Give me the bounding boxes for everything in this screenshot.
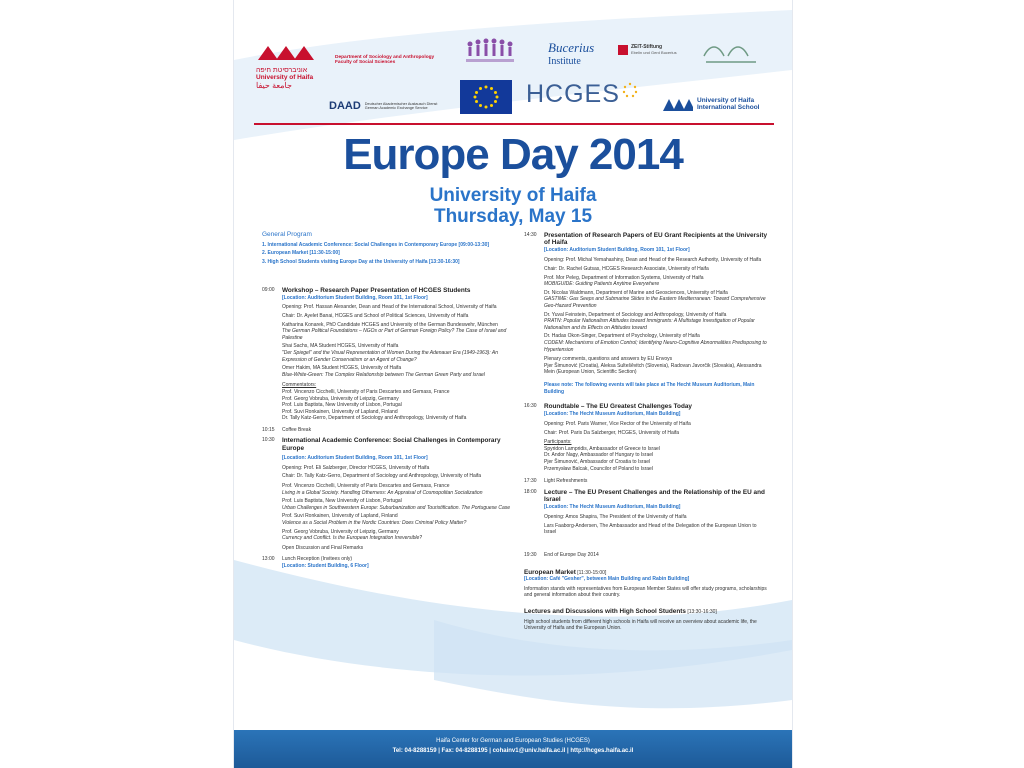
left-program-column <box>262 232 517 570</box>
international-school-logo <box>662 96 782 112</box>
sponsor-logos <box>234 0 792 125</box>
session-location: [Location: Student Building, 6 Floor] <box>282 563 369 569</box>
session-location: [Location: Auditorium Student Building, Room 101, 1st Floor] <box>282 455 428 462</box>
market-title: European Market <box>524 568 576 576</box>
session-title: Lunch Reception (Invitees only) <box>282 556 353 563</box>
bucerius-name: Bucerius <box>548 40 595 55</box>
session-time: 13:00 <box>262 556 275 563</box>
discussion-line: Open Discussion and Final Remarks <box>282 544 364 551</box>
university-of-haifa-logo <box>256 42 326 90</box>
haifa-arabic-name: جامعة حيفا <box>256 81 292 90</box>
venue-subtitle: University of Haifa <box>429 185 597 206</box>
paper-title: CODEM: Mechanisms of Emotion Control; Identifying Neuro-Cognitive Abnormalities Predisposing to Hypertension <box>544 339 767 353</box>
speaker-line: Opening: Prof. Eli Salzberger, Director HCGES, University of Haifa <box>282 464 430 471</box>
session-time: 09:00 <box>262 287 275 294</box>
session-location: [Location: The Hecht Museum Auditorium, Main Building] <box>544 410 681 417</box>
market-description: Information stands with representatives from European Member States will offer study programs, scholarships and general information about their country. <box>524 585 767 599</box>
zeit-mark-icon <box>618 45 628 55</box>
haifa-english-name: University of Haifa <box>256 74 314 81</box>
general-program-item: 1. International Academic Conference: Social Challenges in Contemporary Europe [09:00-13:30] <box>262 241 490 248</box>
lectures-time: [13:30-16:30] <box>687 609 717 615</box>
daad-name: DAAD <box>329 100 361 112</box>
speaker-line: Dr. Yuval Feinstein, Department of Sociology and Anthropology, University of Haifa <box>544 311 727 318</box>
speaker-line: Chair: Dr. Rachel Gutsas, HCGES Research Associate, University of Haifa <box>544 266 709 272</box>
participant-line: Pjer Šimunović, Ambassador of Croatia to Israel <box>544 459 651 466</box>
department-logo <box>335 55 455 65</box>
europe-day-poster <box>233 0 793 768</box>
calligraphy-mark-icon <box>696 36 766 72</box>
commentator-line: Prof. Vincenzo Cicchelli, University of Paris Descartes and Gemass, France <box>282 388 450 395</box>
market-time: [11:30-15:00] <box>577 569 607 576</box>
paper-title: PRATN: Popular Nationalism Attitudes toward Immigrants: A Multistage Investigation of Popular Nationalism and its Effects on Attitudes toward <box>544 318 755 331</box>
commentator-line: Prof. Suvi Ronkainen, University of Lapland, Finland <box>282 408 398 415</box>
speaker-line: Prof. Luis Baptista, New University of Lisbon, Portugal <box>282 498 402 505</box>
high-school-block <box>524 608 769 632</box>
daad-english-name: German Academic Exchange Service <box>364 106 428 110</box>
session-location: [Location: Auditorium Student Building, Room 101, 1st Floor] <box>544 246 690 253</box>
envoys-line: Pjer Šimunović (Croatia), Aleksa Sultešěvitch (Slovenia), Radovan Javorčik (Slovakia), Alessandra Mein (European Union, Scientific Section) <box>544 362 762 376</box>
participant-line: Przemysław Balcak, Councilor of Poland to Israel <box>544 465 653 472</box>
hcges-name: HCGES <box>526 80 620 108</box>
participant-line: Dr. Andor Nagy, Ambassador of Hungary to Israel <box>544 452 654 459</box>
haifa-hebrew-name: אוניברסיטת חיפה <box>256 67 308 74</box>
plenary-line: Plenary comments, questions and answers by EU Envoys <box>544 356 673 363</box>
intl-school-name: International School <box>697 104 760 111</box>
hcges-logo <box>526 80 638 114</box>
zeit-stiftung-logo <box>618 44 680 55</box>
session-title: Presentation of Research Papers of EU Grant Recipients at the University of Haifa <box>544 232 768 247</box>
speaker-line: Opening: Prof. Michal Yemahashiny, Dean and Head of the Research Authority, University of Haifa <box>544 257 762 264</box>
people-group-icon <box>462 36 522 66</box>
session-title: Workshop – Research Paper Presentation of HCGES Students <box>282 287 471 295</box>
haifa-intl-emblem-icon <box>662 96 694 112</box>
session-time: 10:15 <box>262 426 275 433</box>
speaker-line: Prof. Georg Vobruba, University of Leipzig, Germany <box>282 528 399 535</box>
paper-title: Living in a Global Society. Handling Otherness: An Appraisal of Cosmopolitan Socialization <box>282 489 483 496</box>
zeit-subname: Ebelin und Gerd Bucerius <box>631 50 677 55</box>
participants-label: Participants: <box>544 439 572 446</box>
session-lecture <box>524 489 769 536</box>
session-refreshments <box>524 478 769 485</box>
session-time: 10:30 <box>262 437 275 444</box>
speaker-line: Prof. Vincenzo Cicchelli, University of Paris Descartes and Gemass, France <box>282 483 450 490</box>
speaker-line: Chair: Dr. Ayelet Banai, HCGES and School of Political Sciences, University of Haifa <box>282 312 469 319</box>
intl-university-name: University of Haifa <box>697 97 755 104</box>
session-details <box>544 421 769 472</box>
session-details <box>544 257 769 395</box>
commentators-label: Commentators: <box>282 382 317 389</box>
session-title: International Academic Conference: Social Challenges in Contemporary Europe <box>282 437 501 452</box>
session-details <box>282 304 517 422</box>
participant-line: Spyridon Lampridis, Ambassador of Greece to Israel <box>544 445 660 452</box>
daad-full-name: Deutscher Akademischer Austausch Dienst <box>364 102 438 106</box>
paper-title: The German Political Foundations – NGOs or Part of German Foreign Policy? The Case of Israel and Palestine <box>282 328 507 341</box>
session-time: 14:30 <box>524 232 537 238</box>
bucerius-institute-logo <box>548 40 618 67</box>
session-title: Lecture – The EU Present Challenges and the Relationship of the EU and Israel <box>544 488 765 504</box>
paper-title: "Der Spiegel" and the Visual Representation of Women During the Adenauer Era (1949-1963): An Expression of Gender Conservatism or an Agent of Change? <box>282 349 498 363</box>
session-title: Coffee Break <box>282 426 312 433</box>
session-details <box>282 465 517 552</box>
paper-title: GASTIME: Gas Seeps and Submarine Slides in the Eastern Mediterranean: Toward Comprehensive Geo-Hazard Prevention <box>544 296 766 309</box>
lectures-title: Lectures and Discussions with High School Students <box>524 608 686 615</box>
speaker-line: Omer Hakim, MA Student HCGES, University of Haifa <box>282 365 402 372</box>
footer-contact-line: Tel: 04-8288159 | Fax: 04-8288195 | cohainv1@univ.haifa.ac.il | http://hcges.haifa.ac.il <box>392 748 634 754</box>
commentator-line: Dr. Tally Katz-Gerro, Department of Sociology and Anthropology, University of Haifa <box>282 415 467 422</box>
speaker-line: Dr. Nicolas Waldmann, Department of Marine and Geosciences, University of Haifa <box>544 289 728 296</box>
session-time: 19:30 <box>524 552 537 559</box>
paper-title: MOBIGUIDE: Guiding Patients Anytime Everywhere <box>544 281 660 288</box>
session-end <box>524 552 769 559</box>
date-subtitle: Thursday, May 15 <box>433 206 593 227</box>
venue-note: Please note: The following events will take place at The Hecht Museum Auditorium, Main Building <box>544 381 755 395</box>
commentator-line: Prof. Georg Vobruba, University of Leipzig, Germany <box>282 395 399 402</box>
market-location: [Location: Café "Gesher", between Main Building and Rabin Building] <box>524 576 690 583</box>
speaker-line: Opening: Prof. Hassan Alexander, Dean and Head of the International School, University of Haifa <box>282 304 497 311</box>
hcges-stars-icon <box>622 82 638 98</box>
session-title: End of Europe Day 2014 <box>544 552 599 559</box>
paper-title: Urban Challenges in Southwestern Europe: Suburbanization and Touristification. The Portuguese Case <box>282 504 511 511</box>
speaker-line: Chair: Prof. Paris Da Salzberger, HCGES, University of Haifa <box>544 429 680 436</box>
speaker-line: Dr. Hadas Okon-Singer, Department of Psychology, University of Haifa <box>544 333 700 340</box>
speaker-line: Shai Sachs, MA Student HCGES, University of Haifa <box>282 343 399 350</box>
haifa-emblem-icon <box>256 42 316 62</box>
session-title: Roundtable – The EU Greatest Challenges Today <box>544 403 692 411</box>
session-time: 17:30 <box>524 478 537 485</box>
arabic-partner-logo <box>696 36 766 72</box>
session-time: 18:00 <box>524 488 537 495</box>
daad-logo <box>329 100 439 112</box>
eu-stars-icon <box>460 80 512 114</box>
session-time: 16:30 <box>524 403 537 410</box>
session-details <box>544 514 769 536</box>
footer-center-name: Haifa Center for German and European Studies (HCGES) <box>436 738 590 744</box>
general-program-heading: General Program <box>262 231 312 238</box>
zeit-name: ZEIT-Stiftung <box>631 44 663 50</box>
session-title: Light Refreshments <box>544 478 588 485</box>
speaker-line: Prof. Mor Peleg, Department of Information Systems, University of Haifa <box>544 274 704 281</box>
session-location: [Location: The Hecht Museum Auditorium, Main Building] <box>544 503 681 510</box>
session-lunch <box>262 556 517 569</box>
general-program-list <box>262 242 517 266</box>
lectures-description: High school students from different high schools in Haifa will receive an overview about academic life, the University of Haifa and the European Union. <box>524 618 757 632</box>
institute-name: Institute <box>548 56 581 67</box>
session-roundtable <box>524 403 769 472</box>
eu-flag-logo <box>460 80 512 114</box>
paper-title: Violence as a Social Problem in the Nordic Countries: Does Criminal Policy Matter? <box>282 520 467 527</box>
speaker-line: Chair: Dr. Tally Katz-Gerro, Department of Sociology and Anthropology, University of Haifa <box>282 473 482 480</box>
session-eu-grant-papers <box>524 232 769 395</box>
general-program-item: 2. European Market [11:30-15:00] <box>262 250 340 257</box>
commentator-line: Prof. Luis Baptista, New University of Lisbon, Portugal <box>282 402 402 409</box>
european-market-block <box>524 569 769 599</box>
session-location: [Location: Auditorium Student Building, Room 101, 1st Floor] <box>282 294 428 301</box>
speaker-line: Lars Faaborg-Andersen, The Ambassador and Head of the Delegation of the European Union to Israel <box>544 522 757 536</box>
speaker-line: Opening: Amos Shapira, The President of the University of Haifa <box>544 514 687 521</box>
poster-footer <box>234 730 792 768</box>
speaker-line: Opening: Prof. Paris Warner, Vice Rector of the University of Haifa <box>544 421 691 428</box>
department-name: Department of Sociology and Anthropology <box>335 55 435 60</box>
poster-title: Europe Day 2014 <box>343 130 683 179</box>
header-divider <box>254 123 774 125</box>
speaker-line: Prof. Suvi Ronkainen, University of Lapland, Finland <box>282 513 398 520</box>
faculty-name: Faculty of Social Sciences <box>335 60 396 65</box>
session-coffee-break <box>262 427 517 434</box>
speaker-line: Katharina Konarek, PhD Candidate HCGES and University of the German Bundeswehr, München <box>282 321 498 328</box>
right-program-column <box>524 232 769 632</box>
session-conference <box>262 437 517 551</box>
ngo-logo <box>462 36 522 68</box>
session-workshop <box>262 287 517 422</box>
paper-title: Blue-White-Green: The Complex Relationship between The German Green Party and Israel <box>282 371 485 378</box>
paper-title: Currency and Conflict. Is the European Integration Irreversible? <box>282 535 423 542</box>
general-program-item: 3. High School Students visiting Europe Day at the University of Haifa [13:30-16:30] <box>262 258 460 265</box>
